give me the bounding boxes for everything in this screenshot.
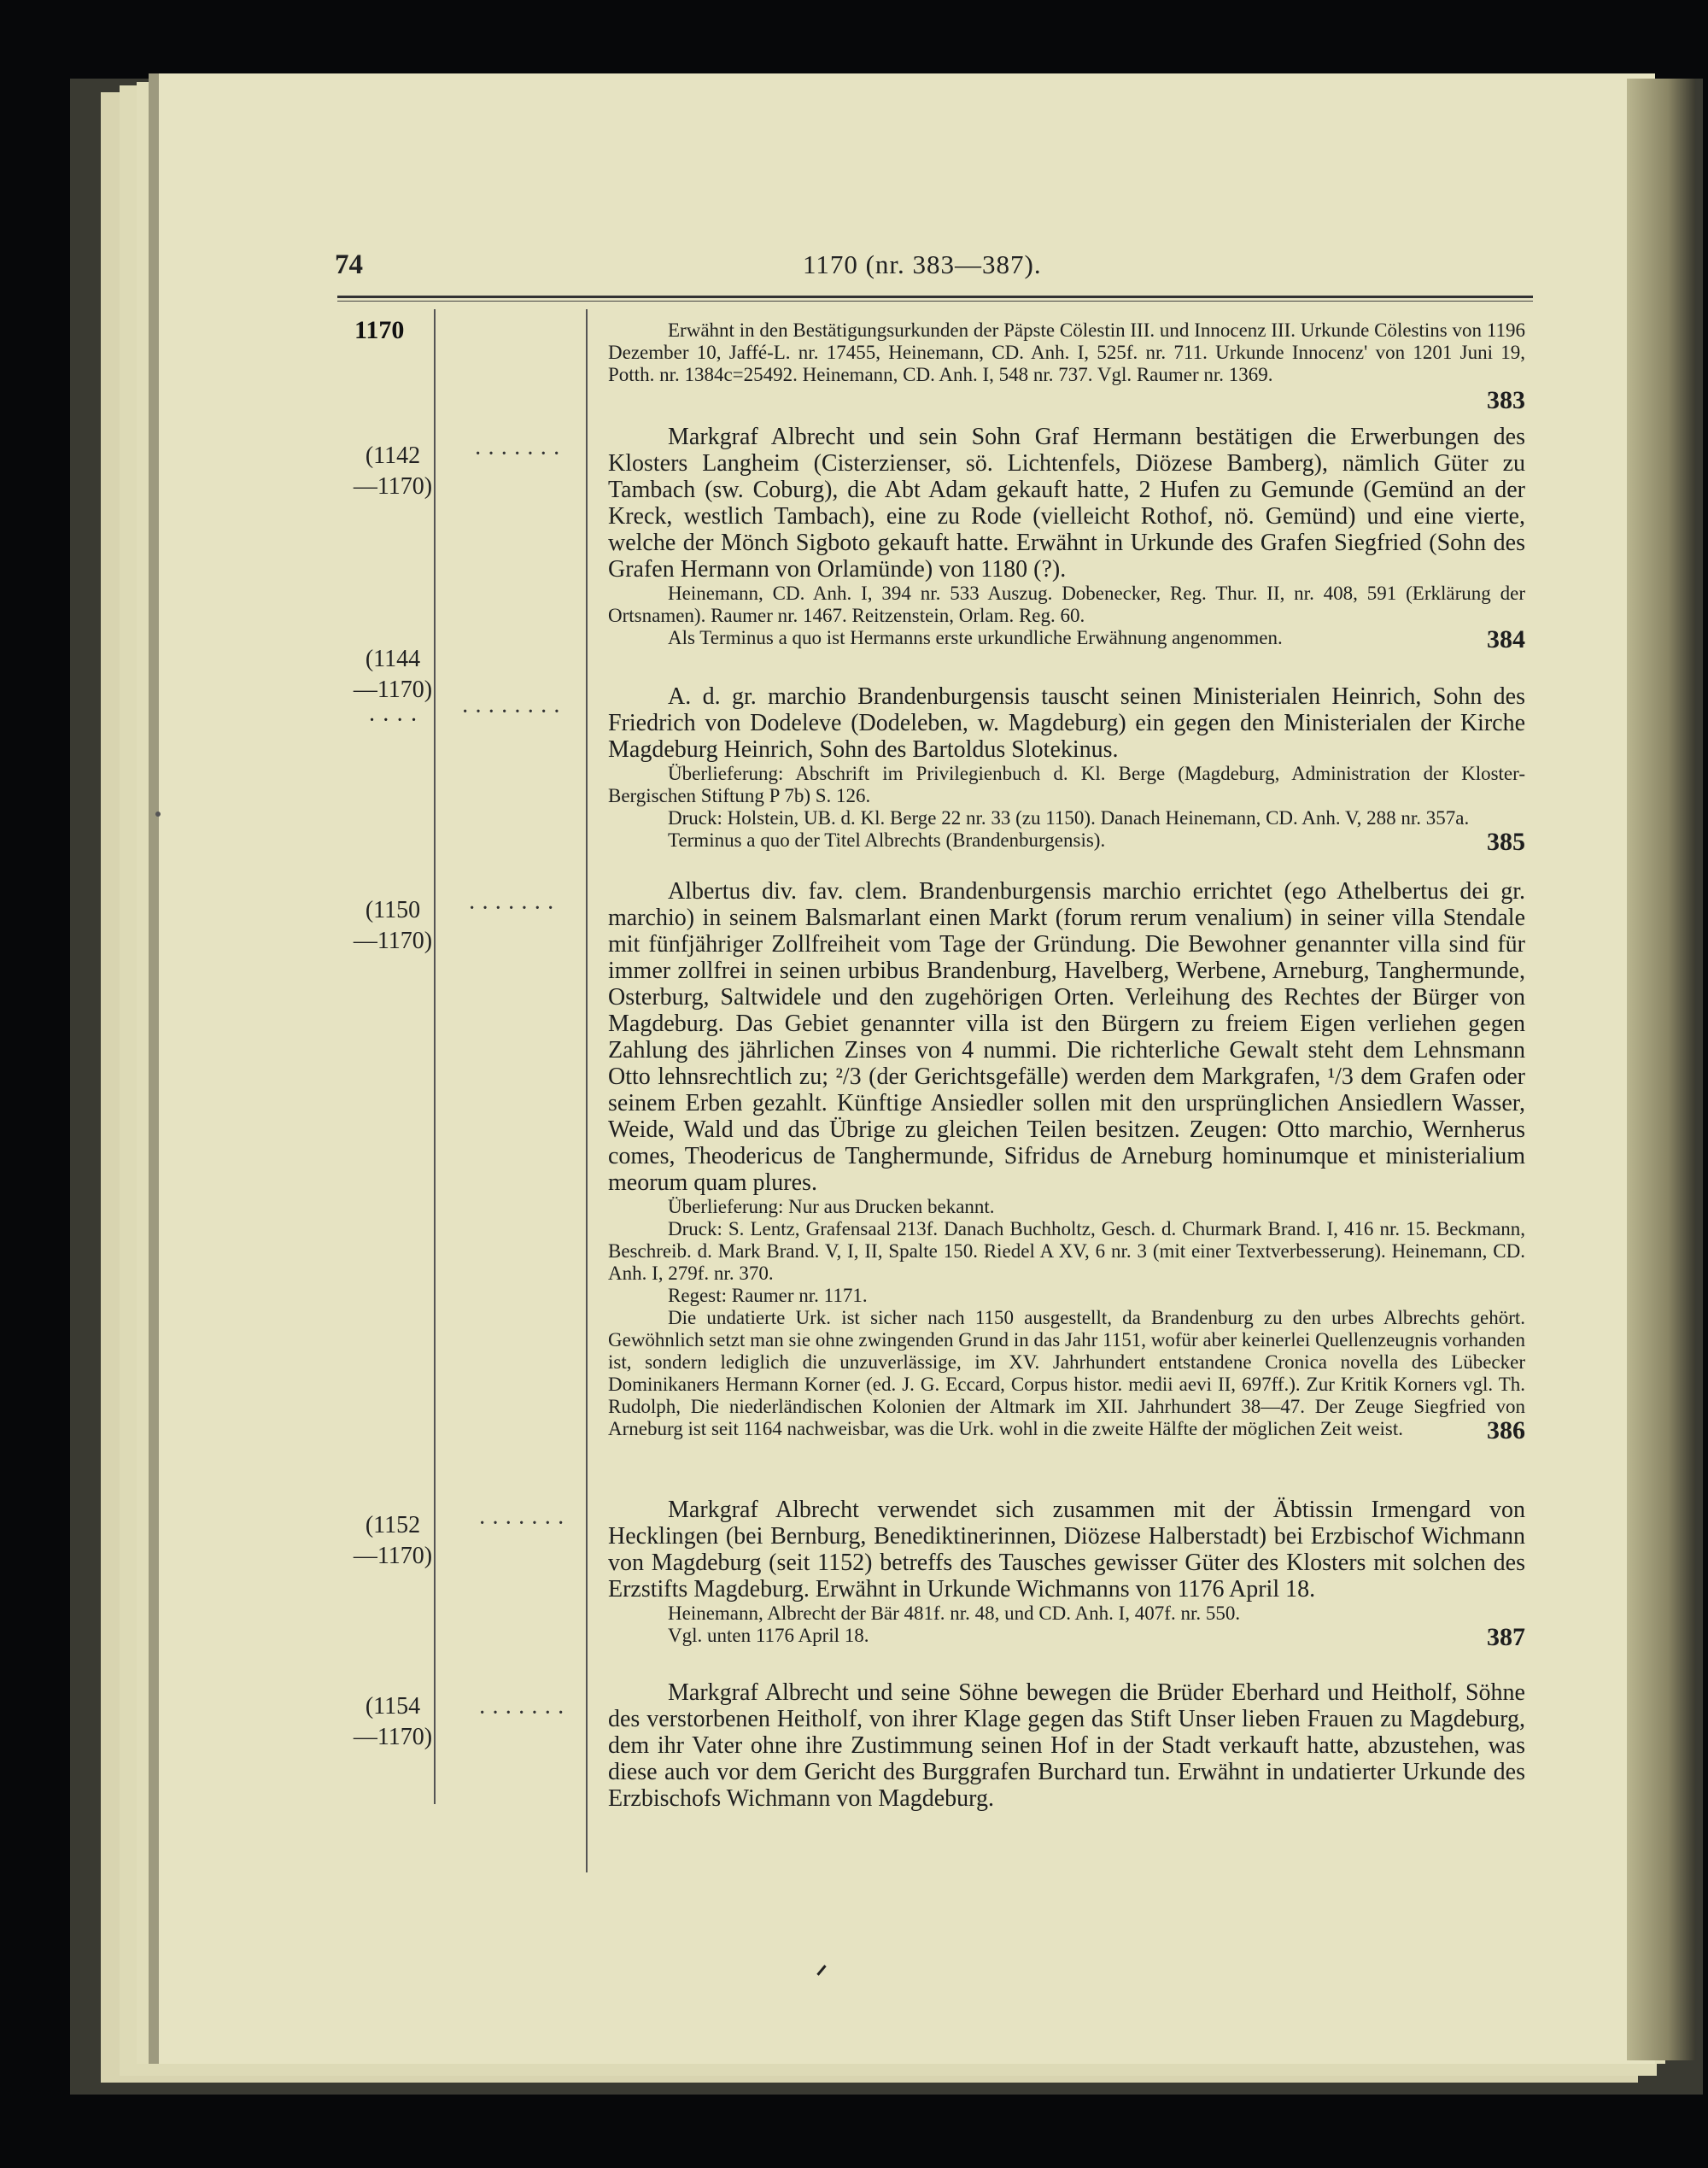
page-speck bbox=[155, 812, 161, 817]
entry-text: A. d. gr. marchio Brandenburgensis tauscht seinen Ministerialen Heinrich, Sohn des Friedrich von Dodeleve (Dodeleben, w. Magdeburg) ein gegen den Ministerialen der Kirche Magdeburg Heinrich, Sohn des Bartoldus Slotekinus. bbox=[608, 683, 1525, 763]
margin-date-line: (1154 bbox=[365, 1693, 421, 1720]
margin-date-line: —1170) bbox=[353, 473, 433, 500]
entry-note: Regest: Raumer nr. 1171. bbox=[668, 1285, 868, 1306]
margin-date bbox=[337, 1691, 448, 1753]
entry-number: 383 bbox=[1487, 386, 1525, 414]
margin-date-line: —1170) bbox=[353, 677, 433, 703]
column-divider bbox=[586, 309, 588, 1872]
margin-date-line: —1170) bbox=[353, 1724, 433, 1750]
page-number: 74 bbox=[335, 249, 363, 280]
running-head: 1170 (nr. 383—387). bbox=[803, 249, 1042, 279]
entry-note: Druck: Holstein, UB. d. Kl. Berge 22 nr. 33 (zu 1150). Danach Heinemann, CD. Anh. V, 288 nr. 357a. bbox=[668, 807, 1470, 829]
header-rule bbox=[337, 296, 1533, 298]
leader-dots: ········ bbox=[461, 699, 566, 725]
entry-note: Vgl. unten 1176 April 18. bbox=[668, 1625, 869, 1646]
page-right-edge bbox=[1627, 79, 1695, 2060]
margin-date-line: (1150 bbox=[365, 897, 421, 923]
leader-dots: ······· bbox=[478, 1510, 570, 1537]
margin-date bbox=[337, 895, 448, 957]
margin-date-line: (1152 bbox=[365, 1512, 421, 1538]
entry-number: 386 bbox=[1487, 1416, 1525, 1444]
entry-384 bbox=[608, 424, 1525, 654]
entry-387 bbox=[608, 1497, 1525, 1652]
margin-date-line: —1170) bbox=[353, 1543, 433, 1569]
entry-note: Überlieferung: Nur aus Drucken bekannt. bbox=[668, 1196, 995, 1217]
margin-date bbox=[337, 1510, 448, 1572]
entry-note: Terminus a quo der Titel Albrechts (Brandenburgensis). bbox=[668, 829, 1106, 851]
margin-date bbox=[337, 644, 448, 736]
entry-text: Albertus div. fav. clem. Brandenburgensis marchio errichtet (ego Athelbertus dei gr. marchio) in seinem Balsmarlant einen Markt (forum rerum venalium) in seiner villa Stendale mit fünfjähriger Zollfreiheit vom Tage der Gründung. Die Bewohner genannter villa sind für immer zollfrei in seinen urbibus Brandenburg, Havelberg, Werbene, Arneburg, Tanghermunde, Osterburg, Saltwidele und den zugehörigen Orten. Verleihung des Rechtes der Bürger von Magdeburg. Das Gebiet genannter villa ist den Bürgern zu freiem Eigen verliehen gegen Zahlung des jährlichen Zinses von 4 nummi. Die richterliche Gewalt steht dem Lehnsmann Otto lehnsrechtlich zu; ²/3 (der Gerichtsgefälle) werden dem Markgrafen, ¹/3 dem Grafen oder seinem Erben gezahlt. Künftige Ansiedler sollen mit den ursprünglichen Ansiedlern Wasser, Weide, Wald und das Übrige zu gleichen Teilen besitzen. Zeugen: Otto marchio, Wernherus comes, Theodericus de Tanghermunde, Sifridus de Arneburg hominumque et ministerialium meorum quam plures. bbox=[608, 878, 1525, 1196]
entry-386 bbox=[608, 878, 1525, 1445]
entry-note: Überlieferung: Abschrift im Privilegienbuch d. Kl. Berge (Magdeburg, Administration der Kloster-Bergischen Stiftung P 7b) S. 126. bbox=[608, 763, 1525, 806]
entry-note: Druck: S. Lentz, Grafensaal 213f. Danach Buchholtz, Gesch. d. Churmark Brand. I, 416 nr. 15. Beckmann, Beschreib. d. Mark Brand. V, I, II, Spalte 150. Riedel A XV, 6 nr. 3 (mit einer Textverbesserung). Heinemann, CD. Anh. I, 279f. nr. 370. bbox=[608, 1218, 1525, 1284]
leader-dots: ······· bbox=[478, 1700, 570, 1726]
header-rule-thin bbox=[337, 301, 1533, 302]
entry-note: Heinemann, CD. Anh. I, 394 nr. 533 Auszug. Dobenecker, Reg. Thur. II, nr. 408, 591 (Erklärung der Ortsnamen). Raumer nr. 1467. Reitzenstein, Orlam. Reg. 60. bbox=[608, 583, 1525, 626]
entry-note: Als Terminus a quo ist Hermanns erste urkundliche Erwähnung angenommen. bbox=[668, 627, 1283, 648]
margin-date-line: (1144 bbox=[365, 646, 421, 672]
margin-date-line: (1142 bbox=[365, 442, 421, 469]
page-gutter bbox=[149, 73, 159, 2064]
entry-385 bbox=[608, 683, 1525, 857]
page-header bbox=[0, 249, 1708, 292]
margin-date-line: —1170) bbox=[353, 928, 433, 954]
entry-text: Markgraf Albrecht und sein Sohn Graf Hermann bestätigen die Erwerbungen des Klosters Langheim (Cisterzienser, sö. Lichtenfels, Diözese Bamberg), nämlich Güter zu Tambach (sw. Coburg), die Abt Adam gekauft hatte, 2 Hufen zu Gemunde (Gemünd an der Kreck, westlich Tambach), eine zu Rode (vielleicht Rothof, nö. Gemünd) und eine vierte, welche der Mönch Sigboto gekauft hatte. Erwähnt in Urkunde des Grafen Siegfried (Sohn des Grafen Hermann von Orlamünde) von 1180 (?). bbox=[608, 424, 1525, 583]
entry-number: 384 bbox=[1487, 625, 1525, 653]
margin-date-line: · · · · bbox=[367, 707, 418, 734]
entry-note: Heinemann, Albrecht der Bär 481f. nr. 48, und CD. Anh. I, 407f. nr. 550. bbox=[668, 1603, 1241, 1624]
margin-date bbox=[337, 441, 448, 502]
entry-note: Die undatierte Urk. ist sicher nach 1150 ausgestellt, da Brandenburg zu den urbes Albrechts gehört. Gewöhnlich setzt man sie ohne zwingenden Grund in das Jahr 1151, wofür aber keinerlei Quellenzeugnis vorhanden ist, sondern lediglich die unzuverlässige, im XV. Jahrhundert entstandene Cronica novella des Lübecker Dominikaners Hermann Korner (ed. J. G. Eccard, Corpus histor. medii aevi II, 697ff.). Zur Kritik Korners vgl. Th. Rudolph, Die niederländischen Kolonien der Altmark im XII. Jahrhundert 38—47. Der Zeuge Siegfried von Arneburg ist seit 1164 nachweisbar, was die Urk. wohl in die zweite Hälfte der möglichen Zeit weist. bbox=[608, 1307, 1525, 1439]
column-divider bbox=[434, 309, 436, 1804]
entry-number: 385 bbox=[1487, 828, 1525, 856]
entry-388 bbox=[608, 1679, 1525, 1812]
leader-dots: ······· bbox=[468, 895, 560, 922]
leader-dots: ······· bbox=[474, 441, 566, 467]
entry-number: 387 bbox=[1487, 1623, 1525, 1651]
year-heading: 1170 bbox=[354, 316, 405, 344]
entry-text: Erwähnt in den Bestätigungsurkunden der Päpste Cölestin III. und Innocenz III. Urkunde Cölestins von 1196 Dezember 10, Jaffé-L. nr. 17455, Heinemann, CD. Anh. I, 525f. nr. 711. Urkunde Innocenz' von 1201 Juni 19, Potth. nr. 1384c=25492. Heinemann, CD. Anh. I, 548 nr. 737. Vgl. Raumer nr. 1369. bbox=[608, 319, 1525, 385]
entry-383 bbox=[608, 319, 1525, 415]
entry-text: Markgraf Albrecht verwendet sich zusammen mit der Äbtissin Irmengard von Hecklingen (bei Bernburg, Benediktinerinnen, Diözese Halberstadt) bei Erzbischof Wichmann von Magdeburg (seit 1152) betreffs des Tausches gewisser Güter des Klosters mit solchen des Erzstifts Magdeburg. Erwähnt in Urkunde Wichmanns von 1176 April 18. bbox=[608, 1497, 1525, 1603]
entry-text: Markgraf Albrecht und seine Söhne bewegen die Brüder Eberhard und Heitholf, Söhne des verstorbenen Heitholf, von ihrer Klage gegen das Stift Unser lieben Frauen zu Magdeburg, dem ihr Vater ohne ihre Zustimmung seinen Hof in der Stadt verkauft hatte, abzustehen, was diese auch vor dem Gericht des Burggrafen Burchard tun. Erwähnt in undatierter Urkunde des Erzbischofs Wichmann von Magdeburg. bbox=[608, 1679, 1525, 1812]
